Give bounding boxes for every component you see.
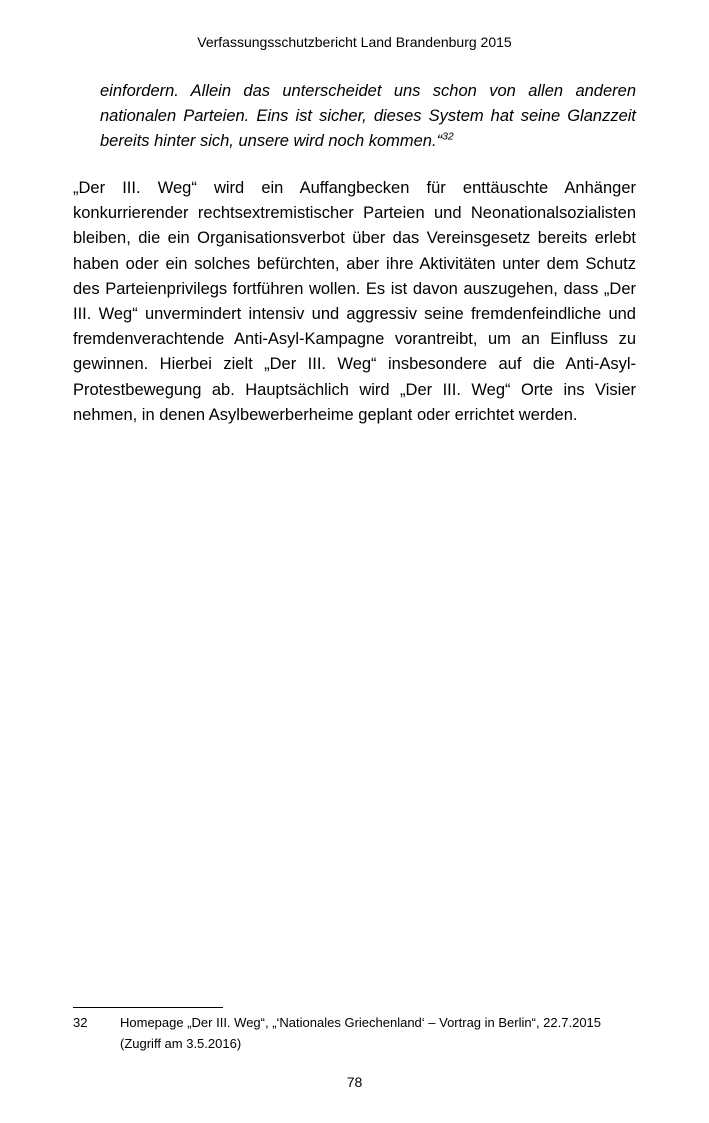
block-quote [100,79,636,154]
quote-text: einfordern. Allein das unterscheidet uns schon von allen anderen nationalen Parteien. Eins ist sicher, dieses System hat seine Glanzzeit bereits hinter sich, unsere wird noch kommen.“ [100,82,636,150]
footnote-line-2: (Zugriff am 3.5.2016) [120,1036,242,1051]
running-header: Verfassungsschutzbericht Land Brandenburg 2015 [197,34,512,50]
page-number: 78 [346,1074,363,1090]
footnote-number: 32 [73,1015,88,1030]
footnote-line-1: Homepage „Der III. Weg“, „‘Nationales Griechenland‘ – Vortrag in Berlin“, 22.7.2015 [120,1015,602,1030]
footnote-ref: 32 [442,130,454,143]
footnote [73,1012,636,1054]
footnote-text [120,1012,636,1054]
body-paragraph: „Der III. Weg“ wird ein Auffangbecken für enttäuschte Anhänger konkurrierender rechtsextremistischer Parteien und Neonationalsozialisten bleiben, die ein Organisationsverbot über das Vereinsgesetz bereits erlebt haben oder ein solches befürchten, aber ihre Aktivitäten unter dem Schutz des Parteienprivilegs fortführen wollen. Es ist davon auszugehen, dass „Der III. Weg“ unvermindert intensiv und aggressiv seine fremdenfeindliche und fremdenverachtende Anti-Asyl-Kampagne vorantreibt, um an Einfluss zu gewinnen. Hierbei zielt „Der III. Weg“ insbesondere auf die Anti-Asyl-Protestbewegung ab. Hauptsächlich wird „Der III. Weg“ Orte ins Visier nehmen, in denen Asylbewerberheime geplant oder errichtet werden. [73,179,636,424]
footnote-separator-rule [73,1007,223,1008]
